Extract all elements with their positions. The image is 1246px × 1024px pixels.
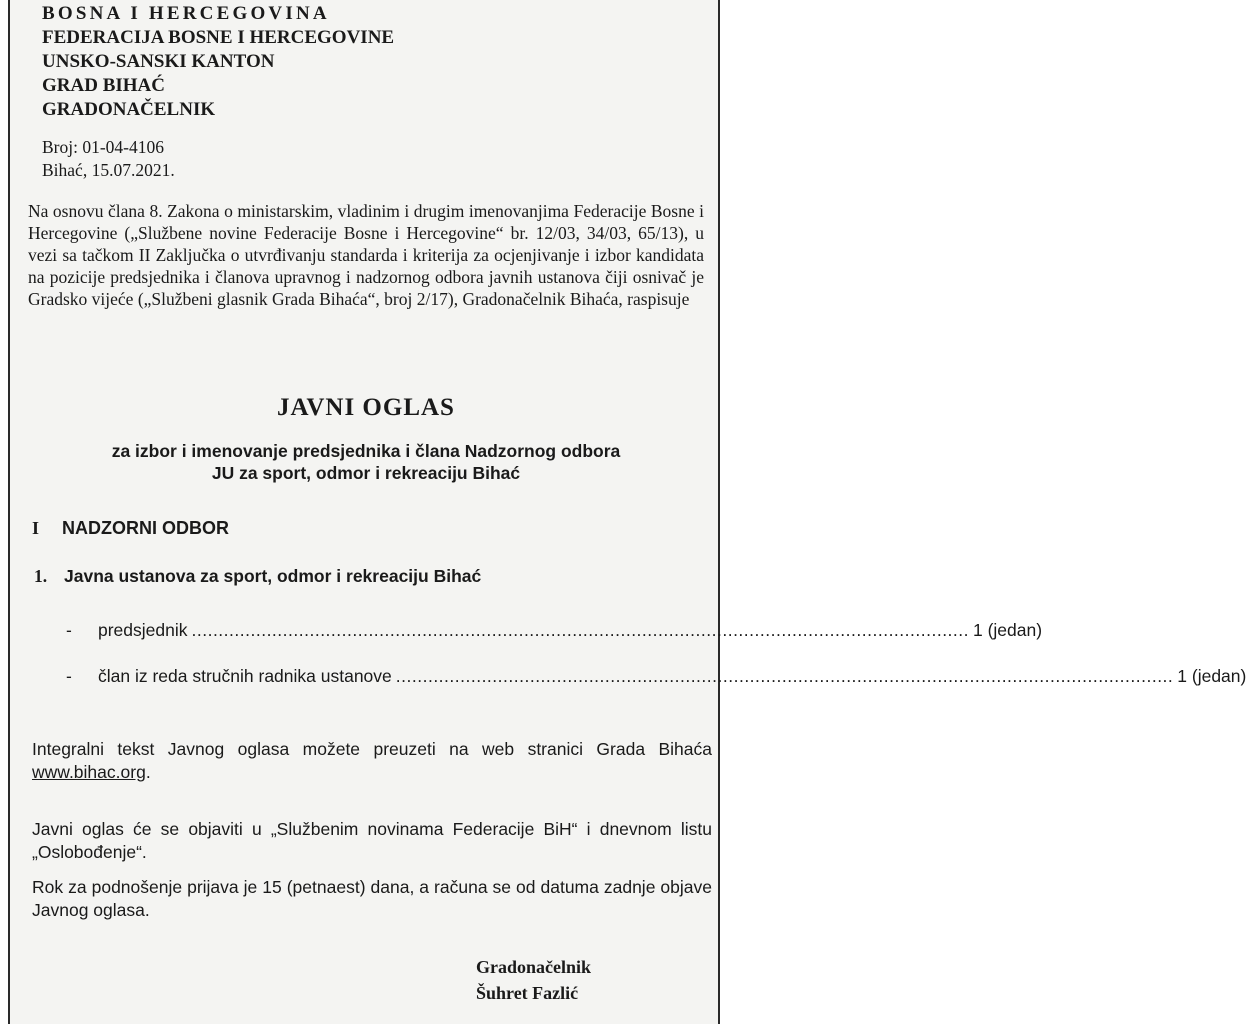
letterhead bbox=[42, 2, 394, 122]
signature-block bbox=[476, 954, 591, 1006]
publication-paragraph: Javni oglas će se objaviti u „Službenim novinama Federacije BiH“ i dnevnom listu „Oslobođenje“. bbox=[32, 819, 712, 862]
letterhead-city: GRAD BIHAĆ bbox=[42, 75, 165, 96]
dot-leader: ................................................................................................................................................. bbox=[395, 666, 1174, 686]
signature-title: Gradonačelnik bbox=[476, 957, 592, 977]
document-title: JAVNI OGLAS bbox=[277, 394, 455, 421]
institution-heading bbox=[34, 566, 481, 587]
letterhead-office: GRADONAČELNIK bbox=[42, 99, 216, 120]
position-row bbox=[66, 620, 1043, 641]
section-label: NADZORNI ODBOR bbox=[62, 518, 229, 538]
position-dash: - bbox=[66, 620, 72, 640]
section-number: I bbox=[32, 518, 40, 538]
subtitle-line-1: za izbor i imenovanje predsjednika i člana Nadzornog odbora bbox=[111, 441, 621, 461]
position-row bbox=[66, 666, 1246, 687]
document-page bbox=[8, 0, 1246, 1024]
download-paragraph bbox=[32, 738, 712, 784]
download-end: . bbox=[145, 762, 151, 782]
subtitle-line-2: JU za sport, odmor i rekreaciju Bihać bbox=[211, 463, 521, 483]
position-label: član iz reda stručnih radnika ustanove bbox=[98, 666, 392, 686]
intro-paragraph bbox=[28, 200, 704, 310]
website-link[interactable]: www.bihac.org bbox=[32, 762, 146, 782]
position-count: 1 (jedan) bbox=[1177, 666, 1246, 686]
position-count: 1 (jedan) bbox=[973, 620, 1043, 640]
intro-text: Na osnovu člana 8. Zakona o ministarskim, vladinim i drugim imenovanjima Federacije Bosne i Hercegovine („Službene novine Federacije Bosne i Hercegovine“ br. 12/03, 34/03, 65/13), u vezi sa tačkom II Zaključka o utvrđivanju standarda i kriterija za ocjenjivanje i izbor kandidata na pozicije predsjednika i članova upravnog i nadzornog odbora javnih ustanova čiji osnivač je Gradsko vijeće („Službeni glasnik Grada Bihaća“, broj 2/17), Gradonačelnik Bihaća, raspisuje bbox=[28, 201, 704, 309]
dot-leader: ................................................................................................................................................. bbox=[191, 620, 969, 640]
section-heading bbox=[32, 518, 229, 539]
deadline-paragraph: Rok za podnošenje prijava je 15 (petnaest) dana, a računa se od datuma zadnje objave Javnog oglasa. bbox=[32, 877, 712, 920]
position-label: predsjednik bbox=[98, 620, 188, 640]
position-dash: - bbox=[66, 666, 72, 686]
document-meta bbox=[42, 136, 175, 182]
signature-name: Šuhret Fazlić bbox=[476, 983, 579, 1003]
letterhead-federation: FEDERACIJA BOSNE I HERCEGOVINE bbox=[42, 27, 395, 48]
institution-label: Javna ustanova za sport, odmor i rekreaciju Bihać bbox=[64, 566, 482, 586]
document-place-date: Bihać, 15.07.2021. bbox=[42, 160, 175, 180]
letterhead-country: BOSNA I HERCEGOVINA bbox=[42, 3, 330, 24]
document-subtitle bbox=[10, 440, 722, 484]
download-text: Integralni tekst Javnog oglasa možete preuzeti na web stranici Grada Bihaća bbox=[32, 739, 712, 759]
letterhead-canton: UNSKO-SANSKI KANTON bbox=[42, 51, 275, 72]
document-number: Broj: 01-04-4106 bbox=[42, 137, 165, 157]
institution-number: 1. bbox=[34, 566, 48, 586]
